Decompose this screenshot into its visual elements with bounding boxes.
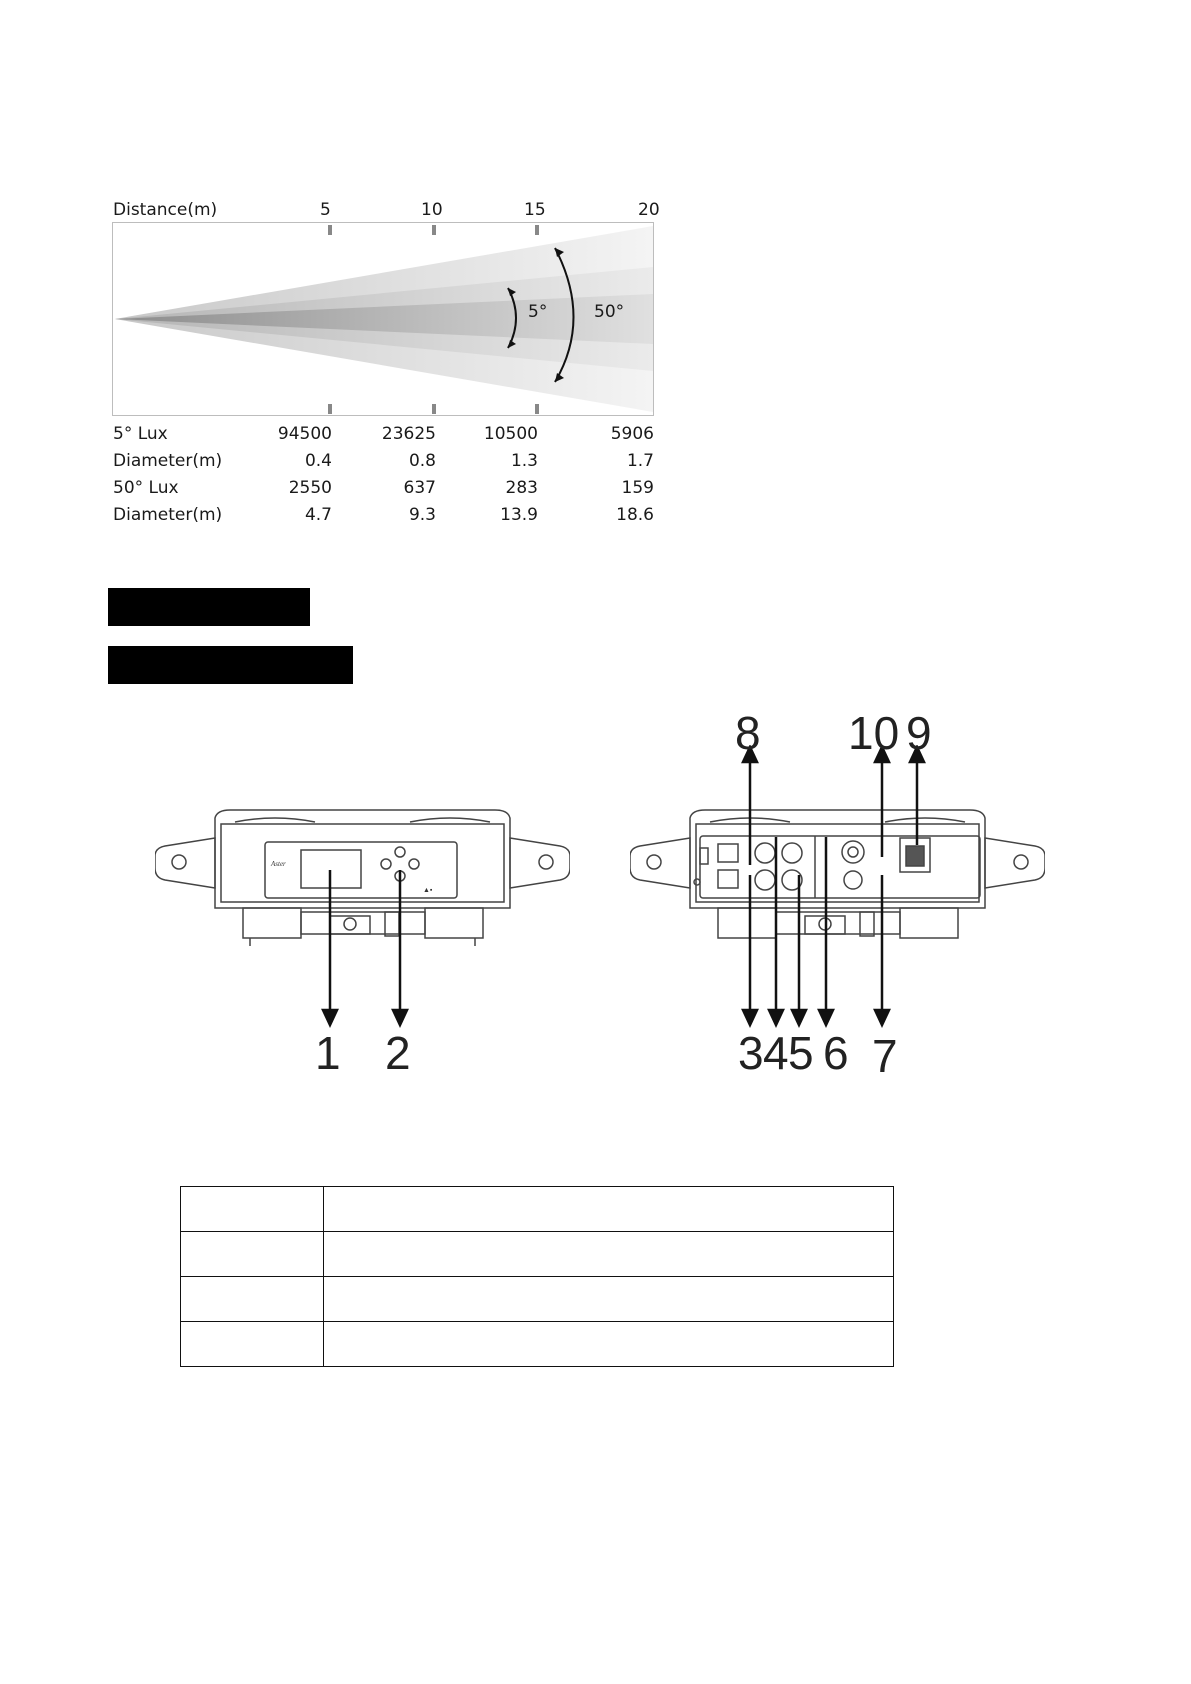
tick-bottom-10 [432,404,436,414]
row-value: 13.9 [500,505,538,525]
distance-tick-20: 20 [638,200,660,220]
row-label: 50° Lux [113,478,179,498]
narrow-angle-label: 5° [528,302,548,322]
redacted-heading-2 [108,646,353,684]
tick-top-10 [432,225,436,235]
wide-angle-label: 50° [594,302,625,322]
row-value: 94500 [277,424,332,444]
table-cell [181,1277,324,1322]
tick-top-5 [328,225,332,235]
table-cell [324,1277,894,1322]
tick-bottom-5 [328,404,332,414]
rear-callout-arrows [730,745,930,1030]
table-row [181,1187,894,1232]
distance-tick-15: 15 [524,200,546,220]
table-cell [181,1232,324,1277]
table-row [181,1322,894,1367]
callout-6: 6 [823,1027,849,1079]
table-cell [324,1322,894,1367]
svg-text:▲▪: ▲▪ [423,887,433,894]
row-label: Diameter(m) [113,451,223,471]
row-value: 4.7 [304,505,332,525]
callout-9: 9 [906,707,932,759]
distance-tick-10: 10 [421,200,443,220]
beam-diagram [112,222,654,416]
distance-label: Distance(m) [113,200,218,220]
redacted-heading-1 [108,588,310,626]
row-value: 637 [403,478,436,498]
front-callout-arrows [300,870,420,1030]
table-cell [324,1232,894,1277]
callout-10: 10 [848,707,900,759]
row-value: 283 [505,478,538,498]
row-value: 1.3 [510,451,538,471]
tick-bottom-15 [535,404,539,414]
callout-3: 3 [738,1027,764,1079]
row-value: 1.7 [626,451,654,471]
callout-8: 8 [735,707,761,759]
row-label: 5° Lux [113,424,168,444]
row-value: 18.6 [616,505,654,525]
table-cell [181,1187,324,1232]
row-value: 0.4 [304,451,332,471]
row-value: 10500 [483,424,538,444]
table-cell [324,1187,894,1232]
row-label: Diameter(m) [113,505,223,525]
callout-2: 2 [385,1027,411,1079]
row-value: 2550 [288,478,332,498]
callout-7: 7 [872,1030,898,1082]
svg-text:Aster: Aster [271,860,286,868]
parts-table [180,1186,894,1367]
table-row [181,1277,894,1322]
distance-tick-5: 5 [320,200,331,220]
row-value: 159 [621,478,654,498]
callout-4: 4 [763,1027,789,1079]
tick-top-15 [535,225,539,235]
table-cell [181,1322,324,1367]
row-value: 5906 [610,424,654,444]
table-row [181,1232,894,1277]
callout-5: 5 [788,1027,814,1079]
row-value: 9.3 [408,505,436,525]
row-value: 0.8 [408,451,436,471]
row-value: 23625 [381,424,436,444]
callout-1: 1 [315,1027,341,1079]
